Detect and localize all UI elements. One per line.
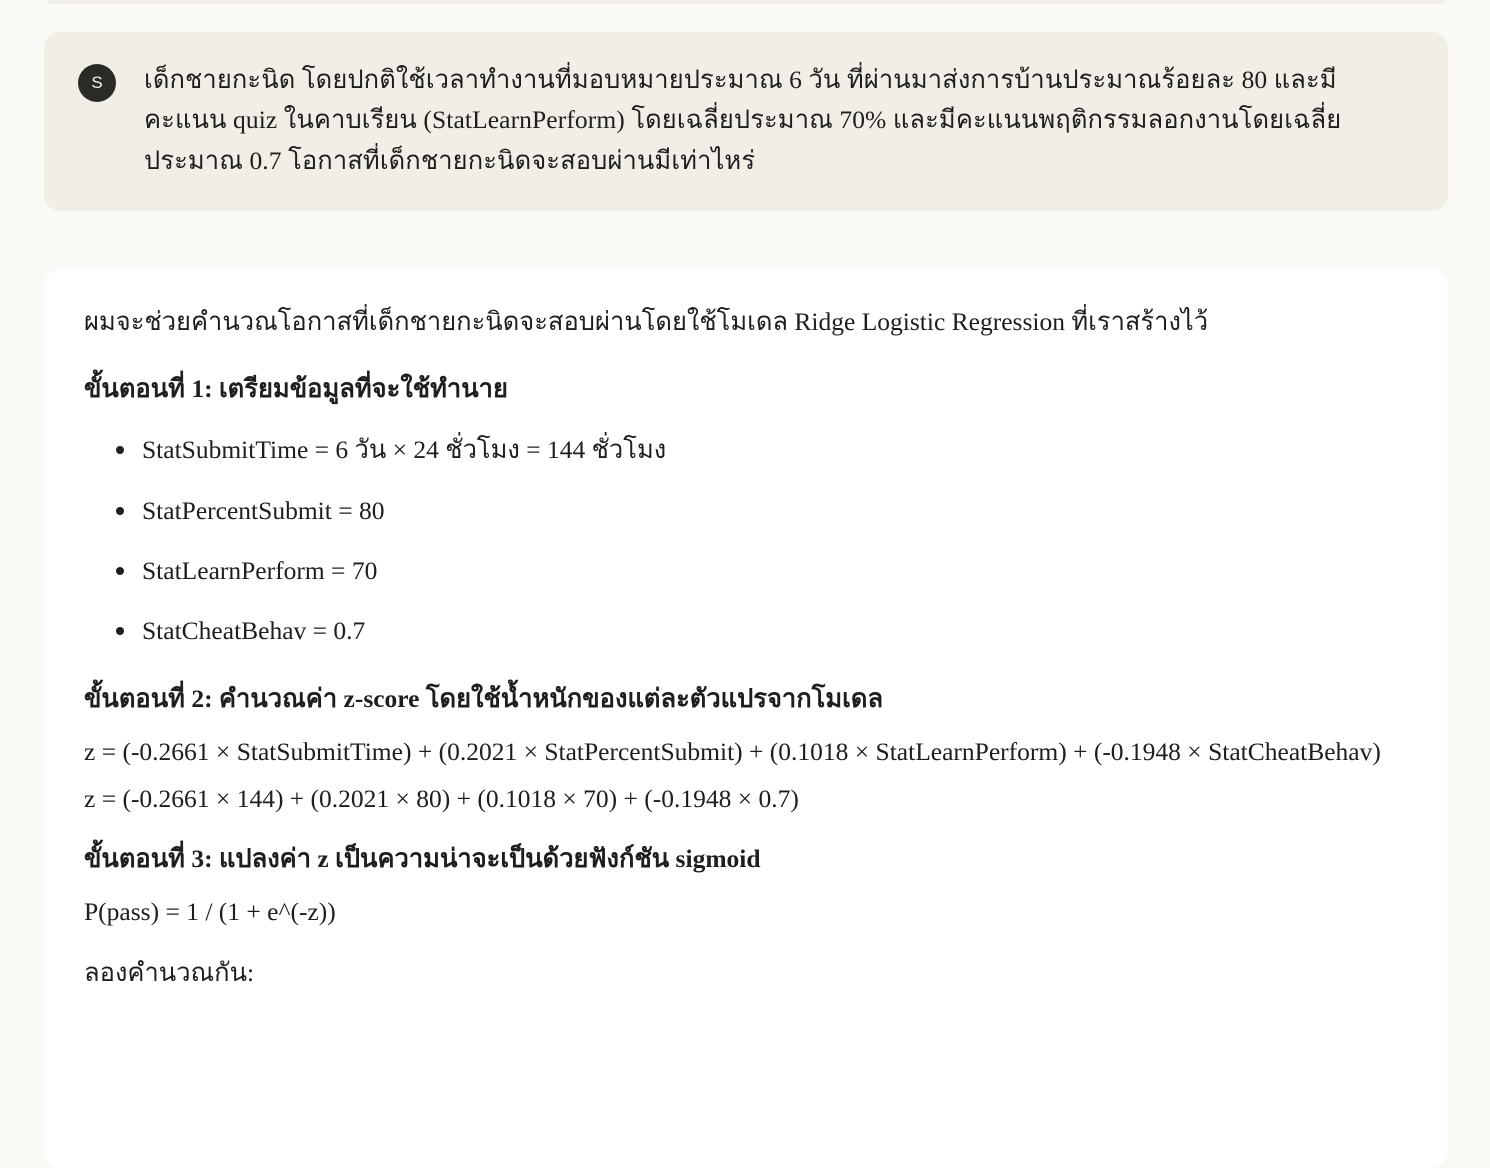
list-item: StatSubmitTime = 6 วัน × 24 ชั่วโมง = 144 ชั่วโมง (84, 420, 1408, 480)
step2-formula: z = (-0.2661 × StatSubmitTime) + (0.2021 × StatPercentSubmit) + (0.1018 × StatLearnPerform) + (-0.1948 × StatCheatBehav) (84, 736, 1381, 766)
step3-heading: ขั้นตอนที่ 3: แปลงค่า z เป็นความน่าจะเป็นด้วยฟังก์ชัน sigmoid (84, 844, 761, 874)
step1-list (84, 420, 1408, 661)
step3-formula: P(pass) = 1 / (1 + e^(-z)) (84, 896, 336, 926)
avatar: S (78, 64, 116, 102)
list-item: StatCheatBehav = 0.7 (84, 601, 1408, 661)
spacer (84, 938, 1408, 952)
assistant-intro-paragraph: ผมจะช่วยคำนวณโอกาสที่เด็กชายกะนิดจะสอบผ่านโดยใช้โมเดล Ridge Logistic Regression ที่เราสร้างไว้ (84, 307, 1209, 336)
step2-substituted-formula: z = (-0.2661 × 144) + (0.2021 × 80) + (0.1018 × 70) + (-0.1948 × 0.7) (84, 784, 799, 814)
list-item: StatPercentSubmit = 80 (84, 481, 1408, 541)
previous-message-stub (44, 0, 1448, 4)
user-message-bubble (44, 32, 1448, 211)
user-message-text: เด็กชายกะนิด โดยปกติใช้เวลาทำงานที่มอบหมายประมาณ 6 วัน ที่ผ่านมาส่งการบ้านประมาณร้อยละ 80 และมีคะแนน quiz ในคาบเรียน (StatLearnPerform) โดยเฉลี่ยประมาณ 70% และมีคะแนนพฤติกรรมลอกงานโดยเฉลี่ยประมาณ 0.7 โอกาสที่เด็กชายกะนิดจะสอบผ่านมีเท่าไหร่ (144, 65, 1342, 175)
list-item: StatLearnPerform = 70 (84, 541, 1408, 601)
step1-heading: ขั้นตอนที่ 1: เตรียมข้อมูลที่จะใช้ทำนาย (84, 373, 508, 403)
step2-heading: ขั้นตอนที่ 2: คำนวณค่า z-score โดยใช้น้ำหนักของแต่ละตัวแปรจากโมเดล (84, 684, 884, 714)
assistant-message-card (44, 268, 1448, 1168)
closing-line: ลองคำนวณกัน: (84, 958, 255, 988)
spacer (84, 825, 1408, 839)
